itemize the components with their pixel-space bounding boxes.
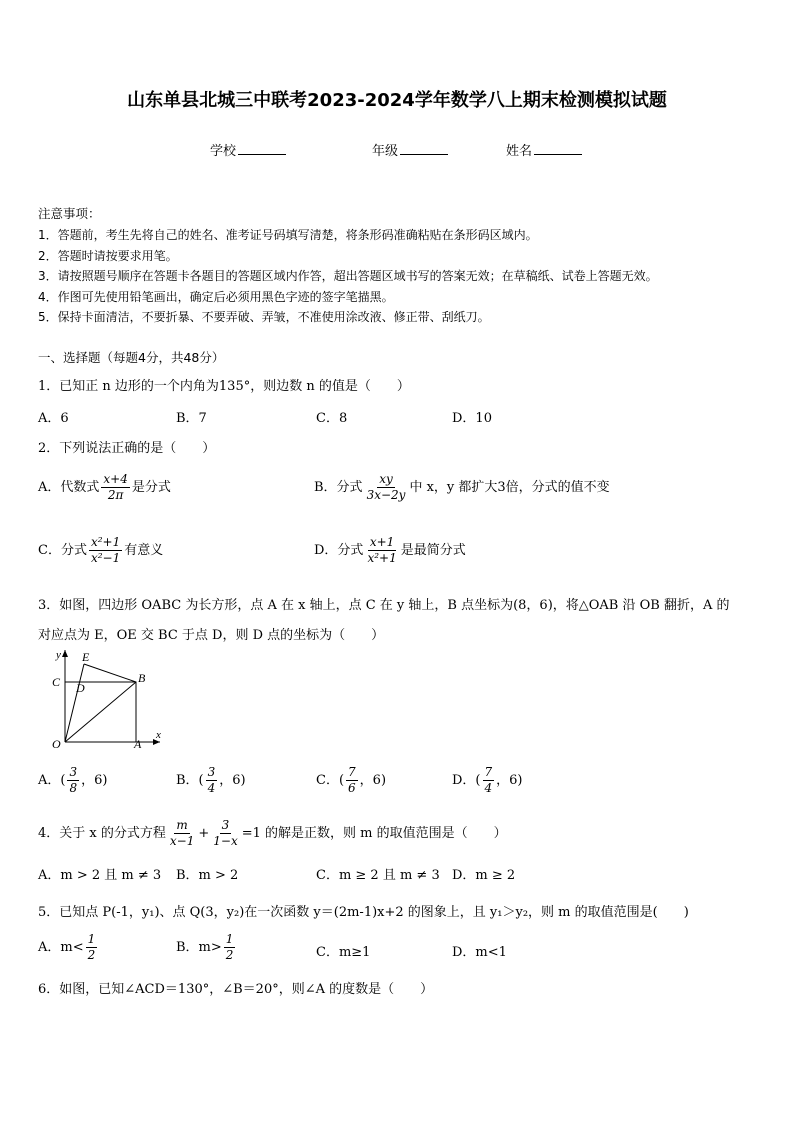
label-a: A — [134, 737, 142, 751]
fraction: $\frac{1}{2}$ — [87, 932, 96, 962]
q4-option-d: D．m ≥ 2 — [452, 868, 516, 883]
q2-option-b: B．分式 $\frac{xy}{3x-2y}$ 中 x，y 都扩大3倍，分式的值不变 — [314, 472, 610, 502]
q2-option-c: C．分式 $\frac{\text{x²+1}}{\text{x²−1}}$ 有意义 — [38, 535, 164, 565]
school-field: 学校 — [210, 140, 286, 159]
q3-option-b: B．( $\frac{3}{4}$ ，6) — [176, 765, 246, 795]
fraction: $\frac{3}{1-x}$ — [213, 818, 238, 848]
note-item: 4．作图可先使用铅笔画出，确定后必须用黑色字迹的签字笔描黑。 — [38, 290, 394, 304]
question-2-stem: 2．下列说法正确的是（ ） — [38, 441, 216, 456]
fraction: $\frac{3}{8}$ — [69, 765, 78, 795]
question-3-stem-line1: 3．如图，四边形 OABC 为长方形，点 A 在 x 轴上，点 C 在 y 轴上，B 点坐标为(8，6)，将△OAB 沿 OB 翻折，A 的 — [38, 598, 730, 613]
note-item: 2．答题时请按要求用笔。 — [38, 249, 178, 263]
label-y: y — [56, 649, 61, 661]
question-4-stem: 4．关于 x 的分式方程 $\frac{m}{x-1}$ + $\frac{3}{1-x}$ =1 的解是正数，则 m 的取值范围是（ ） — [38, 818, 507, 848]
note-item: 5．保持卡面清洁，不要折暴、不要弄破、弄皱，不准使用涂改液、修正带、刮纸刀。 — [38, 310, 490, 324]
question-1-stem: 1．已知正 n 边形的一个内角为135°，则边数 n 的值是（ ） — [38, 379, 410, 394]
page-title: 山东单县北城三中联考2023-2024学年数学八上期末检测模拟试题 — [127, 90, 667, 111]
fraction: $\frac{7}{4}$ — [484, 765, 493, 795]
notes-heading: 注意事项： — [38, 206, 101, 221]
fraction: $\frac{x+1}{\text{x²+1}}$ — [367, 535, 397, 565]
fraction: $\frac{m}{x-1}$ — [169, 818, 195, 848]
label-e: E — [82, 650, 90, 664]
note-item: 1．答题前，考生先将自己的姓名、准考证号码填写清楚，将条形码准确粘贴在条形码区域内。 — [38, 228, 538, 242]
q1-option-c: C．8 — [316, 411, 348, 426]
fraction: $\frac{3}{4}$ — [207, 765, 216, 795]
q1-option-a: A．6 — [38, 411, 69, 426]
q2-option-a: A．代数式 $\frac{x+4}{2\pi}$ 是分式 — [38, 472, 171, 502]
label-o: O — [52, 737, 61, 751]
q2-option-d: D．分式 $\frac{x+1}{\text{x²+1}}$ 是最简分式 — [314, 535, 466, 565]
q1-option-d: D．10 — [452, 411, 492, 426]
fraction: $\frac{xy}{3x-2y}$ — [366, 472, 406, 502]
fraction: $\frac{1}{2}$ — [225, 932, 234, 962]
q5-option-d: D．m<1 — [452, 945, 507, 960]
q4-option-c: C．m ≥ 2 且 m ≠ 3 — [316, 868, 440, 883]
note-item: 3．请按照题号顺序在答题卡各题目的答题区域内作答，超出答题区域书写的答案无效；在草稿纸、试卷上答题无效。 — [38, 269, 658, 283]
q3-option-d: D．( $\frac{7}{4}$ ，6) — [452, 765, 523, 795]
fraction: $\frac{\text{x²+1}}{\text{x²−1}}$ — [90, 535, 121, 565]
q4-option-a: A．m > 2 且 m ≠ 3 — [38, 868, 162, 883]
section-heading: 一、选择题（每题4分，共48分） — [38, 350, 225, 365]
label-b: B — [138, 671, 146, 685]
label-d: D — [76, 681, 85, 695]
question-3-stem-line2: 对应点为 E，OE 交 BC 于点 D，则 D 点的坐标为（ ） — [38, 628, 385, 643]
q3-option-c: C．( $\frac{7}{6}$ ，6) — [316, 765, 387, 795]
grade-field: 年级 — [372, 140, 448, 159]
question-6-stem: 6．如图，已知∠ACD＝130°，∠B＝20°，则∠A 的度数是（ ） — [38, 982, 434, 997]
fraction: $\frac{7}{6}$ — [348, 765, 356, 795]
q5-option-c: C．m≥1 — [316, 945, 371, 960]
rectangle-fold-diagram — [44, 646, 174, 752]
fraction: $\frac{x+4}{2\pi}$ — [103, 472, 128, 502]
label-x: x — [156, 729, 161, 741]
question-5-stem: 5．已知点 P(-1，y₁)、点 Q(3，y₂)在一次函数 y＝(2m-1)x+2 的图象上，且 y₁＞y₂，则 m 的取值范围是( ) — [38, 905, 689, 920]
q4-option-b: B．m > 2 — [176, 868, 239, 883]
name-field: 姓名 — [506, 140, 582, 159]
q5-option-b: B．m> $\frac{1}{2}$ — [176, 932, 234, 962]
q3-option-a: A．( $\frac{3}{8}$ ，6) — [38, 765, 108, 795]
q1-option-b: B．7 — [176, 411, 207, 426]
label-c: C — [52, 675, 61, 689]
q5-option-a: A．m< $\frac{1}{2}$ — [38, 932, 96, 962]
